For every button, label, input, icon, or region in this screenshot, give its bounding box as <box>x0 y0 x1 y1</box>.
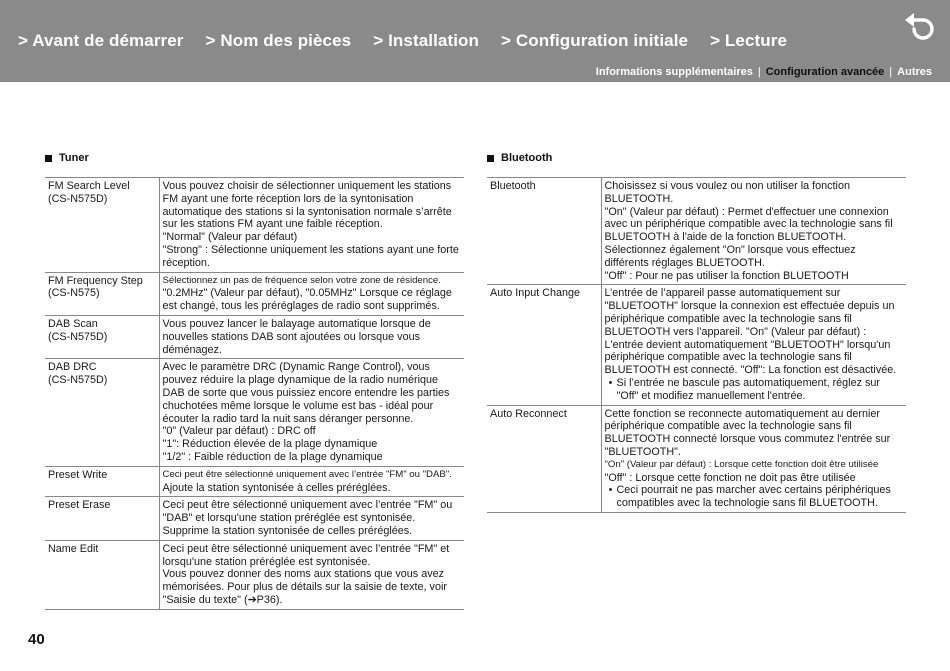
table-row <box>487 285 906 405</box>
nav-configuration-initiale[interactable]: > Configuration initiale <box>501 31 689 50</box>
bluetooth-settings-table <box>487 177 906 513</box>
setting-description: Vous pouvez lancer le balayage automatique lorsque de nouvelles stations DAB sont ajoutées ou lorsque vous déménagez. <box>159 315 464 358</box>
table-row <box>45 540 464 609</box>
setting-description: Avec le paramètre DRC (Dynamic Range Control), vous pouvez réduire la plage dynamique de la radio numérique DAB de sorte que vous puissiez encore entendre les parties chuchotées même lorsque le volume est bas - idéal pour écouter la radio tard la nuit sans déranger personne. "0" (Valeur par défaut) : DRC off "1": Réduction élevée de la plage dynamique "1/2" : Faible réduction de la plage dynamique <box>159 359 464 466</box>
table-row <box>45 466 464 497</box>
table-row <box>487 405 906 512</box>
bullet-dot: • <box>608 376 613 389</box>
top-navigation-bar <box>0 0 950 82</box>
setting-description-small: Ceci peut être sélectionné uniquement avec l’entrée "FM" ou "DAB". <box>162 468 452 480</box>
setting-description-text: "Off" : Lorsque cette fonction ne doit pas être utilisée <box>604 471 856 484</box>
setting-name: Bluetooth <box>487 178 601 285</box>
bluetooth-heading <box>487 152 552 164</box>
setting-description-text: L’entrée de l’appareil passe automatiquement sur "BLUETOOTH" lorsque la connexion est effectuée depuis un périphérique compatible avec la technologie sans fil BLUETOOTH vers l’appareil. "On" (Valeur par défaut) : L'entrée devient automatiquement "BLUETOOTH" lorsqu'un périphérique compatible avec la technologie sans fil BLUETOOTH est connecté. "Off": La fonction est désactivée. <box>604 287 897 377</box>
setting-name: DAB Scan (CS-N575D) <box>45 315 159 358</box>
setting-description-text: "0.2MHz" (Valeur par défaut), "0.05MHz" Lorsque ce réglage est changé, tous les préréglages de radio sont supprimés. <box>162 287 452 313</box>
setting-description: Ceci peut être sélectionné uniquement avec l’entrée "FM" ou "DAB" et lorsqu'une station préréglée est syntonisée. Supprime la station syntonisée de celles préréglées. <box>159 497 464 540</box>
note-bullet <box>605 377 903 403</box>
tuner-settings-table <box>45 177 464 610</box>
setting-name: Auto Reconnect <box>487 405 601 512</box>
setting-description: Vous pouvez choisir de sélectionner uniquement les stations FM ayant une forte réception lors de la syntonisation automatique des stations si la syntonisation normale s’arrête sur les stations FM ayant une faible réception. "Normal" (Valeur par défaut) "Strong" : Sélectionne uniquement les stations ayant une forte réception. <box>159 178 464 273</box>
table-row <box>45 359 464 466</box>
bullet-dot: • <box>608 484 613 497</box>
setting-description <box>601 285 906 405</box>
subnav-informations-supplementaires[interactable]: Informations supplémentaires <box>595 66 753 78</box>
setting-description-small: "On" (Valeur par défaut) : Lorsque cette fonction doit être utilisée <box>604 458 879 470</box>
setting-description-text: Ajoute la station syntonisée à celles préréglées. <box>162 481 391 494</box>
subnav-separator: | <box>889 66 893 78</box>
note-bullet <box>605 484 903 510</box>
table-row <box>487 178 906 285</box>
nav-lecture[interactable]: > Lecture <box>710 31 788 50</box>
square-bullet-icon <box>487 155 494 162</box>
nav-avant-de-demarrer[interactable]: > Avant de démarrer <box>18 31 184 50</box>
setting-description: Ceci peut être sélectionné uniquement avec l’entrée "FM" et lorsqu'une station préréglée est syntonisée. Vous pouvez donner des noms aux stations que vous avez mémorisées. Pour plus de détails sur la saisie de texte, voir "Saisie du texte" (➔P36). <box>159 540 464 609</box>
setting-description-text: Cette fonction se reconnecte automatiquement au dernier périphérique compatible avec la technologie sans fil BLUETOOTH connecté lorsque vous commutez l'entrée sur "BLUETOOTH". <box>604 407 891 458</box>
main-nav <box>18 31 809 51</box>
setting-description <box>601 405 906 512</box>
subnav-autres[interactable]: Autres <box>897 66 932 78</box>
setting-name: Name Edit <box>45 540 159 609</box>
nav-nom-des-pieces[interactable]: > Nom des pièces <box>205 31 352 50</box>
setting-name: Preset Erase <box>45 497 159 540</box>
setting-name: FM Frequency Step (CS-N575) <box>45 272 159 315</box>
bluetooth-heading-text: Bluetooth <box>501 152 553 164</box>
sub-navigation <box>596 66 932 78</box>
setting-name: FM Search Level (CS-N575D) <box>45 178 159 273</box>
back-arrow-icon[interactable] <box>903 12 937 42</box>
setting-description-small: Sélectionnez un pas de fréquence selon votre zone de résidence. <box>162 274 441 286</box>
setting-name: Auto Input Change <box>487 285 601 405</box>
tuner-heading-text: Tuner <box>59 152 89 164</box>
table-row <box>45 315 464 358</box>
subnav-configuration-avancee[interactable]: Configuration avancée <box>765 66 885 78</box>
subnav-separator: | <box>757 66 761 78</box>
table-row <box>45 272 464 315</box>
nav-installation[interactable]: > Installation <box>373 31 480 50</box>
setting-name: Preset Write <box>45 466 159 497</box>
note-text: Ceci pourrait ne pas marcher avec certains périphériques compatibles avec la technologie sans fil BLUETOOTH. <box>616 484 891 510</box>
page-number: 40 <box>28 631 45 648</box>
setting-description <box>159 272 464 315</box>
setting-name: DAB DRC (CS-N575D) <box>45 359 159 466</box>
setting-description: Choisissez si vous voulez ou non utiliser la fonction BLUETOOTH. "On" (Valeur par défaut) : Permet d'effectuer une connexion avec un périphérique compatible avec la technologie sans fil BLUETOOTH à l'aide de la fonction BLUETOOTH. Sélectionnez également "On" lorsque vous effectuez différents réglages BLUETOOTH. "Off" : Pour ne pas utiliser la fonction BLUETOOTH <box>601 178 906 285</box>
note-text: Si l’entrée ne bascule pas automatiquement, réglez sur "Off" et modifiez manuellement l'entrée. <box>616 376 880 402</box>
tuner-heading <box>45 152 89 164</box>
square-bullet-icon <box>45 155 52 162</box>
table-row <box>45 497 464 540</box>
setting-description <box>159 466 464 497</box>
table-row <box>45 178 464 273</box>
